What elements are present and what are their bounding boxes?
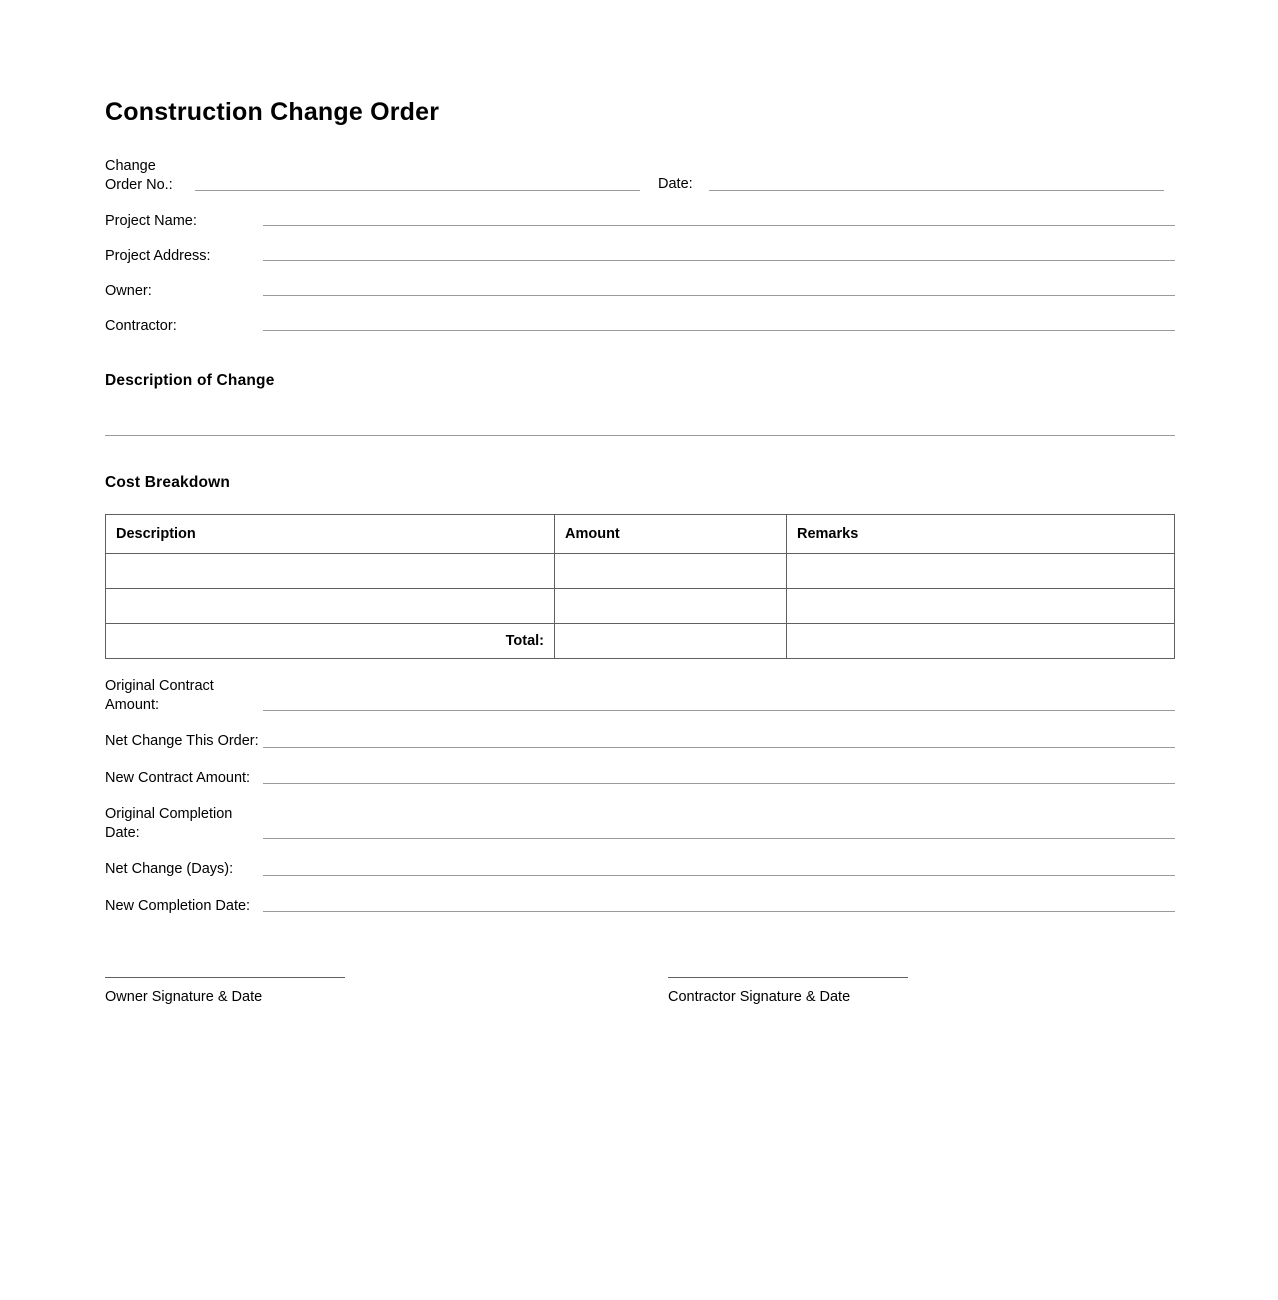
field-net-change-days bbox=[105, 860, 1175, 879]
description-of-change-input[interactable] bbox=[105, 434, 1175, 436]
field-label: Project Address: bbox=[105, 248, 211, 264]
field-owner bbox=[105, 283, 1175, 299]
cell-amount[interactable] bbox=[555, 554, 787, 589]
field-label: Net Change (Days): bbox=[105, 861, 234, 877]
new-contract-amount-input[interactable] bbox=[263, 782, 1175, 784]
project-name-input[interactable] bbox=[263, 224, 1175, 226]
owner-signature-group bbox=[105, 977, 345, 1005]
field-original-completion-date bbox=[105, 805, 1175, 842]
new-completion-date-input[interactable] bbox=[263, 910, 1175, 912]
owner-input[interactable] bbox=[263, 294, 1175, 296]
column-header-amount: Amount bbox=[555, 515, 787, 554]
cell-description[interactable] bbox=[106, 554, 555, 589]
field-new-completion-date bbox=[105, 897, 1175, 916]
contractor-signature-line[interactable] bbox=[668, 977, 908, 979]
column-header-description: Description bbox=[106, 515, 555, 554]
cell-description[interactable] bbox=[106, 589, 555, 624]
field-label: Contractor: bbox=[105, 318, 177, 334]
cell-remarks[interactable] bbox=[787, 554, 1175, 589]
net-change-days-input[interactable] bbox=[263, 874, 1175, 876]
field-label: Owner: bbox=[105, 283, 152, 299]
description-section-title: Description of Change bbox=[105, 372, 275, 389]
total-label: Total: bbox=[106, 624, 555, 659]
date-input[interactable] bbox=[709, 189, 1164, 191]
signature-block bbox=[105, 977, 1175, 1005]
field-project-name bbox=[105, 213, 1175, 229]
cost-breakdown-table bbox=[105, 514, 1175, 659]
net-change-this-order-input[interactable] bbox=[263, 746, 1175, 748]
date-label: Date: bbox=[658, 176, 693, 192]
document-page bbox=[105, 0, 1175, 1005]
field-project-address bbox=[105, 248, 1175, 264]
page-title: Construction Change Order bbox=[105, 98, 440, 126]
field-net-change-this-order bbox=[105, 732, 1175, 751]
project-address-input[interactable] bbox=[263, 259, 1175, 261]
owner-signature-caption: Owner Signature & Date bbox=[105, 989, 263, 1005]
field-label: New Contract Amount: bbox=[105, 769, 251, 786]
field-contractor bbox=[105, 318, 1175, 334]
field-label: Net Change This Order: bbox=[105, 733, 259, 749]
total-amount-cell[interactable] bbox=[555, 624, 787, 659]
field-label: New Completion Date: bbox=[105, 897, 251, 914]
field-new-contract-amount bbox=[105, 769, 1175, 788]
owner-signature-line[interactable] bbox=[105, 977, 345, 979]
cost-breakdown-section-title: Cost Breakdown bbox=[105, 474, 231, 491]
table-row bbox=[106, 589, 1175, 624]
change-order-no-input[interactable] bbox=[195, 189, 640, 191]
change-order-no-label: Change Order No.: bbox=[105, 158, 173, 193]
table-total-row bbox=[106, 624, 1175, 659]
cell-remarks[interactable] bbox=[787, 589, 1175, 624]
change-order-header-row bbox=[105, 157, 1175, 194]
field-label: Original Contract Amount: bbox=[105, 678, 214, 713]
table-header-row bbox=[106, 515, 1175, 554]
column-header-remarks: Remarks bbox=[787, 515, 1175, 554]
cell-amount[interactable] bbox=[555, 589, 787, 624]
original-completion-date-input[interactable] bbox=[263, 837, 1175, 839]
table-row bbox=[106, 554, 1175, 589]
contractor-input[interactable] bbox=[263, 329, 1175, 331]
total-remarks-cell[interactable] bbox=[787, 624, 1175, 659]
field-original-contract-amount bbox=[105, 677, 1175, 714]
field-label: Original Completion Date: bbox=[105, 806, 233, 841]
original-contract-amount-input[interactable] bbox=[263, 709, 1175, 711]
contractor-signature-group bbox=[668, 977, 908, 1005]
contractor-signature-caption: Contractor Signature & Date bbox=[668, 989, 851, 1005]
field-label: Project Name: bbox=[105, 213, 197, 229]
